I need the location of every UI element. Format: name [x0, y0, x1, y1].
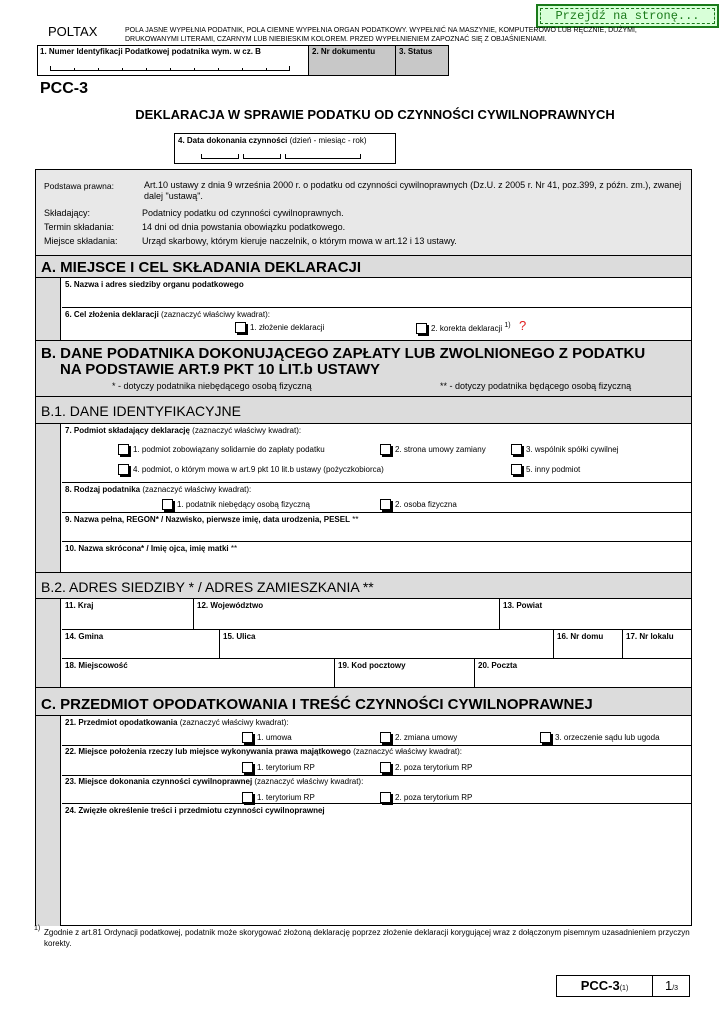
checkbox-non-natural[interactable]	[162, 499, 173, 510]
place-option-2: 2. poza terytorium RP	[395, 792, 473, 802]
form-code: PCC-3	[40, 80, 89, 97]
checkbox-contract[interactable]	[242, 732, 253, 743]
field-10-label: 10. Nazwa skrócona* / Imię ojca, imię matki	[65, 544, 229, 553]
deadline-label: Termin składania:	[44, 222, 115, 232]
field-22-hint: (zaznaczyć właściwy kwadrat):	[350, 747, 463, 756]
b1-header	[36, 397, 691, 424]
deadline-text: 14 dni od dnia powstania obowiązku podatkowego.	[142, 222, 346, 232]
entity-option-5: 5. inny podmiot	[526, 464, 581, 474]
option-filing-label: 1. złożenie deklaracji	[250, 322, 325, 332]
field-8-taxpayer-type	[62, 483, 691, 513]
page-total: /3	[672, 985, 679, 992]
field-16-label: 16. Nr domu	[557, 632, 604, 641]
field-22-location	[62, 746, 691, 776]
page-number: 1	[664, 978, 673, 993]
section-b-title-line1: B. DANE PODATNIKA DOKONUJĄCEGO ZAPŁATY LUB ZWOLNIONEGO Z PODATKU	[41, 345, 646, 362]
field-23-hint: (zaznaczyć właściwy kwadrat):	[252, 777, 364, 786]
header-fields-row	[37, 45, 449, 76]
note-non-natural: * - dotyczy podatnika niebędącego osobą fizyczną	[112, 381, 312, 391]
checkbox-entity-3[interactable]	[511, 444, 522, 455]
field-6-hint: (zaznaczyć właściwy kwadrat):	[158, 310, 270, 319]
footnote	[34, 927, 694, 949]
field-14-label: 14. Gmina	[65, 632, 104, 641]
field-22-label: 22. Miejsce położenia rzeczy lub miejsce wykonywania prawa majątkowego	[65, 747, 351, 756]
filer-text: Podatnicy podatku od czynności cywilnoprawnych.	[142, 208, 344, 218]
goto-page-button[interactable]	[536, 4, 719, 28]
field-11-country[interactable]	[62, 599, 194, 630]
entity-option-4: 4. podmiot, o którym mowa w art.9 pkt 10 lit.b ustawy (pożyczkobiorca)	[133, 464, 384, 474]
field-24-label: 24. Zwięzłe określenie treści i przedmiotu czynności cywilnoprawnej	[65, 806, 325, 815]
field-3-status	[396, 46, 448, 75]
b2-title: B.2. ADRES SIEDZIBY * / ADRES ZAMIESZKANIA **	[41, 579, 374, 595]
footnote-ref: 1)	[504, 322, 511, 329]
section-a-gutter	[36, 278, 61, 340]
b1-title: B.1. DANE IDENTYFIKACYJNE	[41, 403, 241, 419]
field-18-label: 18. Miejscowość	[65, 661, 128, 670]
field-12-voivodeship[interactable]	[194, 599, 500, 630]
legal-basis-block	[36, 170, 691, 256]
footer-code-version: (1)	[619, 985, 629, 992]
field-7-hint: (zaznaczyć właściwy kwadrat):	[189, 426, 302, 435]
field-9-full-name[interactable]	[62, 513, 691, 542]
field-7-label: 7. Podmiot składający deklarację	[65, 426, 190, 435]
section-c-gutter	[36, 716, 61, 926]
field-13-label: 13. Powiat	[503, 601, 543, 610]
field-21-hint: (zaznaczyć właściwy kwadrat):	[177, 718, 289, 727]
checkbox-entity-5[interactable]	[511, 464, 522, 475]
section-a-title: A. MIEJSCE I CEL SKŁADANIA DEKLARACJI	[41, 259, 362, 276]
footer-page-number	[654, 976, 689, 996]
goto-page-label: Przejdź na stronę...	[555, 9, 700, 23]
field-17-apartment[interactable]	[623, 630, 691, 659]
field-8-label: 8. Rodzaj podatnika	[65, 485, 141, 494]
field-21-label: 21. Przedmiot opodatkowania	[65, 718, 178, 727]
field-9-stars: **	[349, 515, 359, 524]
subject-option-1: 1. umowa	[257, 732, 292, 742]
checkbox-filing[interactable]	[235, 322, 246, 333]
checkbox-entity-1[interactable]	[118, 444, 129, 455]
entity-option-2: 2. strona umowy zamiany	[395, 444, 486, 454]
field-16-house-number[interactable]	[554, 630, 623, 659]
field-1-label: 1. Numer Identyfikacji Podatkowej podatnika wym. w cz. B	[40, 47, 261, 56]
section-a-header	[36, 256, 691, 278]
brand: POLTAX	[48, 24, 98, 39]
field-4-date[interactable]	[174, 133, 396, 164]
footnote-text: Zgodnie z art.81 Ordynacji podatkowej, podatnik może skorygować złożoną deklarację poprzez złożenie deklaracji korygującej wraz z dołączonym pisemnym uzasadnieniem przyczyn korekty.	[44, 928, 690, 948]
field-4-label: 4. Data dokonania czynności	[178, 136, 288, 145]
date-month-ticks	[243, 154, 281, 159]
field-2-label: 2. Nr dokumentu	[312, 47, 376, 56]
footer-page-box	[556, 975, 690, 997]
note-natural: ** - dotyczy podatnika będącego osobą fizyczną	[440, 381, 632, 391]
section-c-header	[36, 687, 691, 716]
field-14-municipality[interactable]	[62, 630, 220, 659]
footnote-marker: 1)	[34, 925, 41, 932]
section-b2-gutter	[36, 599, 61, 687]
field-24-description[interactable]	[62, 804, 691, 926]
field-21-subject	[62, 716, 691, 746]
basis-text: Art.10 ustawy z dnia 9 września 2000 r. o podatku od czynności cywilnoprawnych (Dz.U. z 2005 r. Nr 41, poz.399, z późn. zm.), zwanej dalej "ustawą".	[144, 180, 682, 201]
field-3-label: 3. Status	[399, 47, 433, 56]
taxpayer-option-2: 2. osoba fizyczna	[395, 499, 457, 509]
field-13-county[interactable]	[500, 599, 691, 630]
section-b-title-line2: NA PODSTAWIE ART.9 PKT 10 LIT.b USTAWY	[60, 361, 381, 378]
place-option-1: 1. terytorium RP	[257, 792, 315, 802]
checkbox-location-abroad[interactable]	[380, 762, 391, 773]
filer-label: Składający:	[44, 208, 91, 218]
field-10-short-name[interactable]	[62, 542, 691, 572]
field-20-label: 20. Poczta	[478, 661, 518, 670]
field-6-label: 6. Cel złożenia deklaracji	[65, 310, 159, 319]
field-11-label: 11. Kraj	[65, 601, 94, 610]
field-17-label: 17. Nr lokalu	[626, 632, 674, 641]
field-5-label: 5. Nazwa i adres siedziby organu podatkowego	[65, 280, 244, 289]
field-7-entity	[62, 424, 691, 483]
fill-instructions: POLA JASNE WYPEŁNIA PODATNIK, POLA CIEMNE WYPEŁNIA ORGAN PODATKOWY. WYPEŁNIĆ NA MASZYNIE, KOMPUTEROWO LUB RĘCZNIE, DUŻYMI, DRUKOWANYMI LITERAMI, CZARNYM LUB NIEBIESKIM KOLOREM. PRZED WYPEŁNIENIEM ZAPOZNAĆ SIĘ Z OBJAŚNIENIAMI.	[125, 27, 637, 43]
checkbox-entity-2[interactable]	[380, 444, 391, 455]
field-1-nip[interactable]	[38, 46, 309, 75]
field-9-label: 9. Nazwa pełna, REGON* / Nazwisko, pierwsze imię, data urodzenia, PESEL	[65, 515, 350, 524]
footer-code: PCC-3	[580, 978, 620, 993]
location-option-2: 2. poza terytorium RP	[395, 762, 473, 772]
checkbox-entity-4[interactable]	[118, 464, 129, 475]
field-5-tax-office[interactable]	[62, 278, 691, 308]
field-12-label: 12. Województwo	[197, 601, 264, 610]
section-c-title: C. PRZEDMIOT OPODATKOWANIA I TREŚĆ CZYNNOŚCI CYWILNOPRAWNEJ	[41, 696, 593, 713]
checkbox-natural[interactable]	[380, 499, 391, 510]
field-2-doc-number	[309, 46, 396, 75]
field-19-label: 19. Kod pocztowy	[338, 661, 406, 670]
checkbox-court-ruling[interactable]	[540, 732, 551, 743]
place-text: Urząd skarbowy, którym kieruje naczelnik, o którym mowa w art.12 i 13 ustawy.	[142, 236, 457, 246]
field-8-hint: (zaznaczyć właściwy kwadrat):	[140, 485, 252, 494]
section-b-header	[36, 340, 691, 397]
checkbox-location-rp[interactable]	[242, 762, 253, 773]
footer-form-code	[557, 976, 653, 996]
entity-option-3: 3. wspólnik spółki cywilnej	[526, 444, 619, 454]
field-10-stars: **	[228, 544, 238, 553]
field-19-postal-code[interactable]	[335, 659, 475, 687]
place-label: Miejsce składania:	[44, 236, 118, 246]
field-6-purpose	[62, 308, 691, 340]
checkbox-place-abroad[interactable]	[380, 792, 391, 803]
option-correction-label: 2. korekta deklaracji	[431, 323, 503, 333]
taxpayer-option-1: 1. podatnik niebędący osobą fizyczną	[177, 499, 310, 509]
section-b1-gutter	[36, 424, 61, 572]
field-23-place	[62, 776, 691, 804]
basis-label: Podstawa prawna:	[44, 181, 114, 191]
field-4-hint: (dzień - miesiąc - rok)	[287, 136, 367, 145]
subject-option-2: 2. zmiana umowy	[395, 732, 458, 742]
field-15-street[interactable]	[220, 630, 554, 659]
field-20-post-office[interactable]	[475, 659, 691, 687]
location-option-1: 1. terytorium RP	[257, 762, 315, 772]
field-15-label: 15. Ulica	[223, 632, 256, 641]
field-18-city[interactable]	[62, 659, 335, 687]
b2-header	[36, 572, 691, 599]
date-day-ticks	[201, 154, 239, 159]
help-icon[interactable]: ?	[519, 318, 527, 333]
field-23-label: 23. Miejsce dokonania czynności cywilnoprawnej	[65, 777, 253, 786]
checkbox-contract-change[interactable]	[380, 732, 391, 743]
checkbox-place-rp[interactable]	[242, 792, 253, 803]
entity-option-1: 1. podmiot zobowiązany solidarnie do zapłaty podatku	[133, 444, 325, 454]
checkbox-correction[interactable]	[416, 323, 427, 334]
page-title: DEKLARACJA W SPRAWIE PODATKU OD CZYNNOŚCI CYWILNOPRAWNYCH	[135, 107, 615, 122]
date-year-ticks	[285, 154, 361, 159]
subject-option-3: 3. orzeczenie sądu lub ugoda	[555, 732, 660, 742]
